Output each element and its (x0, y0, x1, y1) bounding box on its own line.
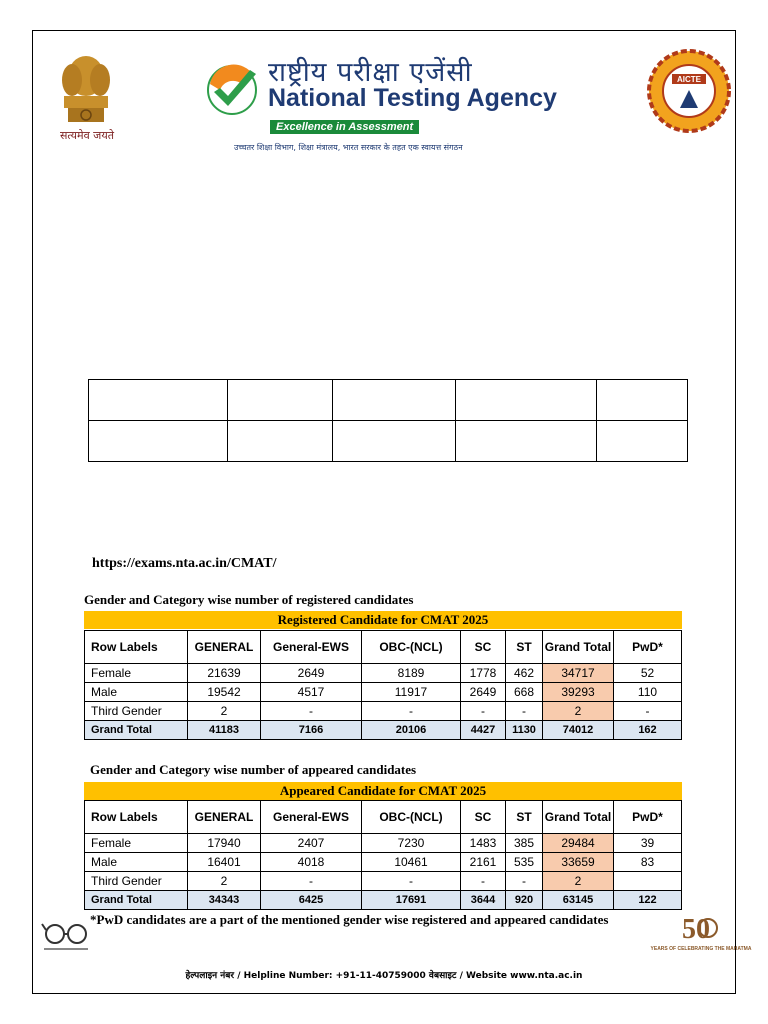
row-label: Female (85, 834, 188, 853)
column-header: Grand Total (543, 631, 614, 664)
blank-table (88, 379, 688, 462)
grand-total-row (85, 721, 682, 740)
column-header: SC (461, 801, 506, 834)
grand-total-cell: 2 (543, 702, 614, 721)
grand-total-cell: 39293 (543, 683, 614, 702)
table-cell: 385 (506, 834, 543, 853)
table-cell: - (461, 872, 506, 891)
appeared-table (84, 800, 682, 910)
blank-cell (333, 421, 456, 462)
grand-total-row (85, 891, 682, 910)
table-cell (614, 872, 682, 891)
table-cell: 2649 (461, 683, 506, 702)
table-cell: 20106 (362, 721, 461, 740)
row-label: Male (85, 683, 188, 702)
org-tagline: Excellence in Assessment (270, 120, 419, 134)
column-header: ST (506, 801, 543, 834)
column-header: SC (461, 631, 506, 664)
table-cell: 39 (614, 834, 682, 853)
table-cell: 535 (506, 853, 543, 872)
table-cell: - (614, 702, 682, 721)
table-cell: 2 (188, 872, 261, 891)
registered-table (84, 630, 682, 740)
emblem-caption: सत्यमेव जयते (59, 129, 114, 142)
table-cell: 110 (614, 683, 682, 702)
column-header: OBC-(NCL) (362, 801, 461, 834)
grand-total-cell: 33659 (543, 853, 614, 872)
column-header: PwD* (614, 801, 682, 834)
table-cell: - (461, 702, 506, 721)
table-cell: 7230 (362, 834, 461, 853)
column-header: GENERAL (188, 801, 261, 834)
blank-cell (597, 421, 688, 462)
gandhi-150-logo-icon (650, 910, 752, 962)
blank-cell (89, 421, 228, 462)
column-header: Row Labels (85, 801, 188, 834)
table-cell: 19542 (188, 683, 261, 702)
grand-total-cell: 29484 (543, 834, 614, 853)
blank-cell (228, 380, 333, 421)
row-label: Grand Total (85, 891, 188, 910)
table-cell: 4427 (461, 721, 506, 740)
table-cell: 16401 (188, 853, 261, 872)
table-cell: 1483 (461, 834, 506, 853)
table-cell: 3644 (461, 891, 506, 910)
table-cell: 17691 (362, 891, 461, 910)
blank-cell (333, 380, 456, 421)
table-cell: 11917 (362, 683, 461, 702)
table-cell: - (261, 872, 362, 891)
cmat-url-link[interactable]: https://exams.nta.ac.in/CMAT/ (92, 556, 277, 571)
blank-cell (228, 421, 333, 462)
grand-total-cell: 2 (543, 872, 614, 891)
table-cell: 2407 (261, 834, 362, 853)
nta-checkmark-logo-icon (204, 60, 260, 120)
column-header: ST (506, 631, 543, 664)
column-header: Row Labels (85, 631, 188, 664)
row-label: Third Gender (85, 872, 188, 891)
row-label: Third Gender (85, 702, 188, 721)
blank-cell (456, 380, 597, 421)
column-header: OBC-(NCL) (362, 631, 461, 664)
row-label: Female (85, 664, 188, 683)
org-name-hindi: राष्ट्रीय परीक्षा एजेंसी (268, 57, 473, 88)
blank-cell (456, 421, 597, 462)
grand-total-cell: 74012 (543, 721, 614, 740)
registered-heading: Gender and Category wise number of registered candidates (84, 592, 414, 607)
table-cell: 1778 (461, 664, 506, 683)
table-cell: 4018 (261, 853, 362, 872)
table-cell: 34343 (188, 891, 261, 910)
table-row (85, 702, 682, 721)
blank-cell (89, 380, 228, 421)
table-cell: 7166 (261, 721, 362, 740)
column-header: GENERAL (188, 631, 261, 664)
table-row (85, 683, 682, 702)
pwd-note: *PwD candidates are a part of the mentioned gender wise registered and appeared candidates (90, 912, 609, 927)
registered-band-title: Registered Candidate for CMAT 2025 (84, 611, 682, 629)
helpline-footer: हेल्पलाइन नंबर / Helpline Number: +91-11-40759000 वेबसाइट / Website www.nta.ac.in (185, 971, 583, 981)
aicte-seal-icon (646, 46, 732, 136)
table-cell: 2161 (461, 853, 506, 872)
swachh-bharat-glasses-icon (40, 916, 92, 956)
table-cell: - (362, 872, 461, 891)
aicte-label: AICTE (677, 75, 701, 84)
svg-text:50: 50 (682, 914, 710, 945)
table-cell: 6425 (261, 891, 362, 910)
org-name-english: National Testing Agency (268, 84, 557, 112)
table-cell: - (362, 702, 461, 721)
table-row (85, 664, 682, 683)
table-row (85, 853, 682, 872)
table-cell: 2649 (261, 664, 362, 683)
blank-cell (597, 380, 688, 421)
table-cell: 10461 (362, 853, 461, 872)
table-cell: 122 (614, 891, 682, 910)
table-cell: 8189 (362, 664, 461, 683)
table-cell: 920 (506, 891, 543, 910)
table-cell: 83 (614, 853, 682, 872)
table-cell: - (261, 702, 362, 721)
gandhi-logo-text: YEARS OF CELEBRATING THE MAHATMA (650, 946, 752, 952)
column-header: General-EWS (261, 801, 362, 834)
table-cell: 668 (506, 683, 543, 702)
row-label: Grand Total (85, 721, 188, 740)
column-header: Grand Total (543, 801, 614, 834)
table-cell: 2 (188, 702, 261, 721)
table-row (85, 872, 682, 891)
table-row (85, 834, 682, 853)
table-cell: 21639 (188, 664, 261, 683)
row-label: Male (85, 853, 188, 872)
table-cell: - (506, 702, 543, 721)
table-cell: 52 (614, 664, 682, 683)
table-cell: 162 (614, 721, 682, 740)
org-subline: उच्चतर शिक्षा विभाग, शिक्षा मंत्रालय, भारत सरकार के तहत एक स्वायत्त संगठन (234, 143, 463, 152)
column-header: General-EWS (261, 631, 362, 664)
table-cell: 17940 (188, 834, 261, 853)
grand-total-cell: 63145 (543, 891, 614, 910)
table-cell: 1130 (506, 721, 543, 740)
table-cell: - (506, 872, 543, 891)
grand-total-cell: 34717 (543, 664, 614, 683)
table-cell: 41183 (188, 721, 261, 740)
appeared-heading: Gender and Category wise number of appeared candidates (90, 762, 417, 777)
column-header: PwD* (614, 631, 682, 664)
appeared-band-title: Appeared Candidate for CMAT 2025 (84, 782, 682, 800)
table-cell: 4517 (261, 683, 362, 702)
table-cell: 462 (506, 664, 543, 683)
